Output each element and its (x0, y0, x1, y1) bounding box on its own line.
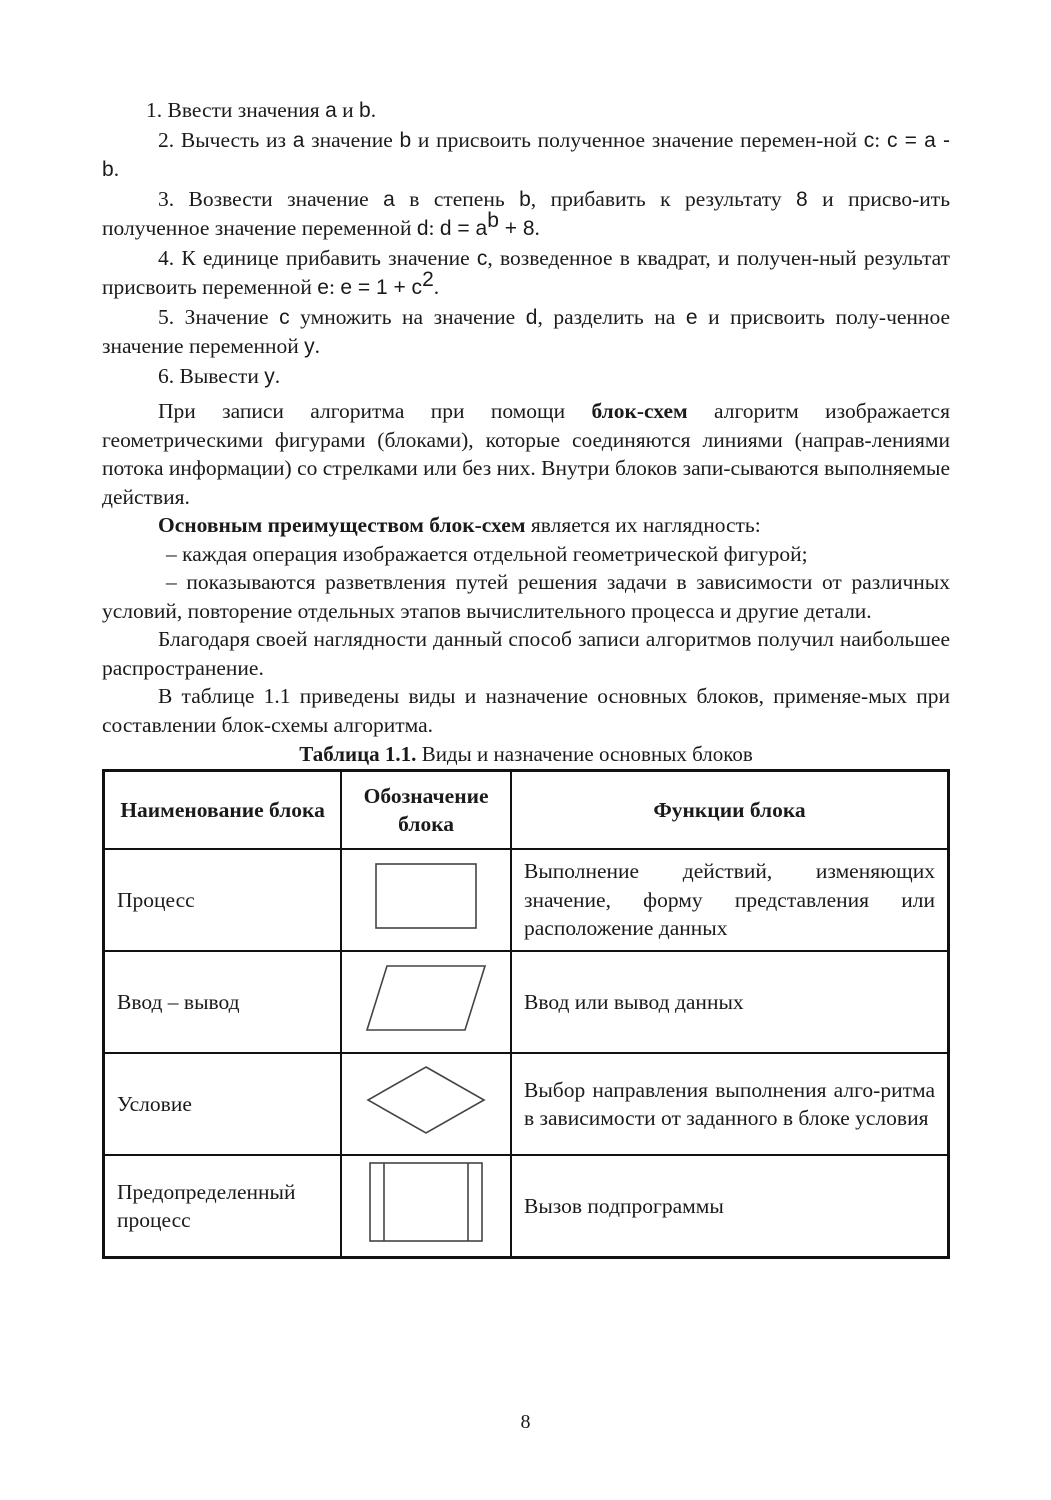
table-row (104, 1155, 949, 1258)
table-row (104, 1053, 949, 1155)
rectangle-icon (374, 862, 478, 930)
table-header-row (104, 771, 949, 850)
table-row (104, 849, 949, 951)
row-symbol (341, 849, 511, 951)
row-function: Вызов подпрограммы (511, 1155, 949, 1258)
list-item-3: 3. Возвести значение a в степень b, прибавить к результату 8 и присво-ить полученное значение переменной d: $d = a^b + 8$. (102, 186, 950, 240)
row-name: Предопределенный процесс (104, 1155, 342, 1258)
table-row (104, 951, 949, 1053)
parallelogram-icon (365, 964, 487, 1032)
page-number: 8 (520, 1411, 531, 1433)
row-function: Ввод или вывод данных (511, 951, 949, 1053)
page-content (102, 96, 950, 1259)
predefined-process-icon (368, 1161, 484, 1243)
paragraph-block-schemes: При записи алгоритма при помощи блок-схем алгоритм изображается геометрическими фигурами (блоками), которые соединяются линиями (направ-лениями потока информации) со стрелками или без них. Внутри блоков запи-сываются выполняемые действия. (102, 399, 950, 509)
row-name: Ввод – вывод (104, 951, 342, 1053)
row-symbol (341, 1053, 511, 1155)
paragraph-visibility: Благодаря своей наглядности данный способ записи алгоритмов получил наибольшее распространение. (102, 627, 950, 680)
row-function: Выбор направления выполнения алго-ритма в зависимости от заданного в блоке условия (511, 1053, 949, 1155)
list-item-4: 4. К единице прибавить значение c, возведенное в квадрат, и получен-ный результат присвоить переменной e: $e = 1 + c^2$. (102, 245, 950, 299)
header-name: Наименование блока (104, 771, 342, 850)
header-symbol: Обозначение блока (341, 771, 511, 850)
row-name: Условие (104, 1053, 342, 1155)
paragraph-advantage: Основным преимуществом блок-схем является их наглядность: (158, 513, 761, 537)
list-item-6: 6. Вывести y. (158, 363, 281, 388)
paragraph-table-intro: В таблице 1.1 приведены виды и назначение основных блоков, применяе-мых при составлении блок-схемы алгоритма. (102, 684, 950, 737)
list-item-5: 5. Значение c умножить на значение d, разделить на e и присвоить полу-ченное значение переменной y. (102, 304, 950, 358)
dash-item-1: – каждая операция изображается отдельной геометрической фигурой; (166, 541, 808, 566)
row-function: Выполнение действий, изменяющих значение, форму представления или расположение данных (511, 849, 949, 951)
blocks-table (102, 769, 950, 1259)
list-item-2: 2. Вычесть из a значение b и присвоить полученное значение перемен-ной c: c = a - b. (102, 127, 950, 181)
row-symbol (341, 1155, 511, 1258)
list-item-1: 1. Ввести значения a и b. (146, 98, 377, 122)
row-symbol (341, 951, 511, 1053)
diamond-icon (366, 1065, 486, 1135)
row-name: Процесс (104, 849, 342, 951)
table-caption: Таблица 1.1. Виды и назначение основных блоков (299, 742, 753, 766)
dash-item-2: – показываются разветвления путей решения задачи в зависимости от различных условий, повторение отдельных этапов вычислительного процесса и другие детали. (102, 570, 950, 623)
header-function: Функции блока (511, 771, 949, 850)
